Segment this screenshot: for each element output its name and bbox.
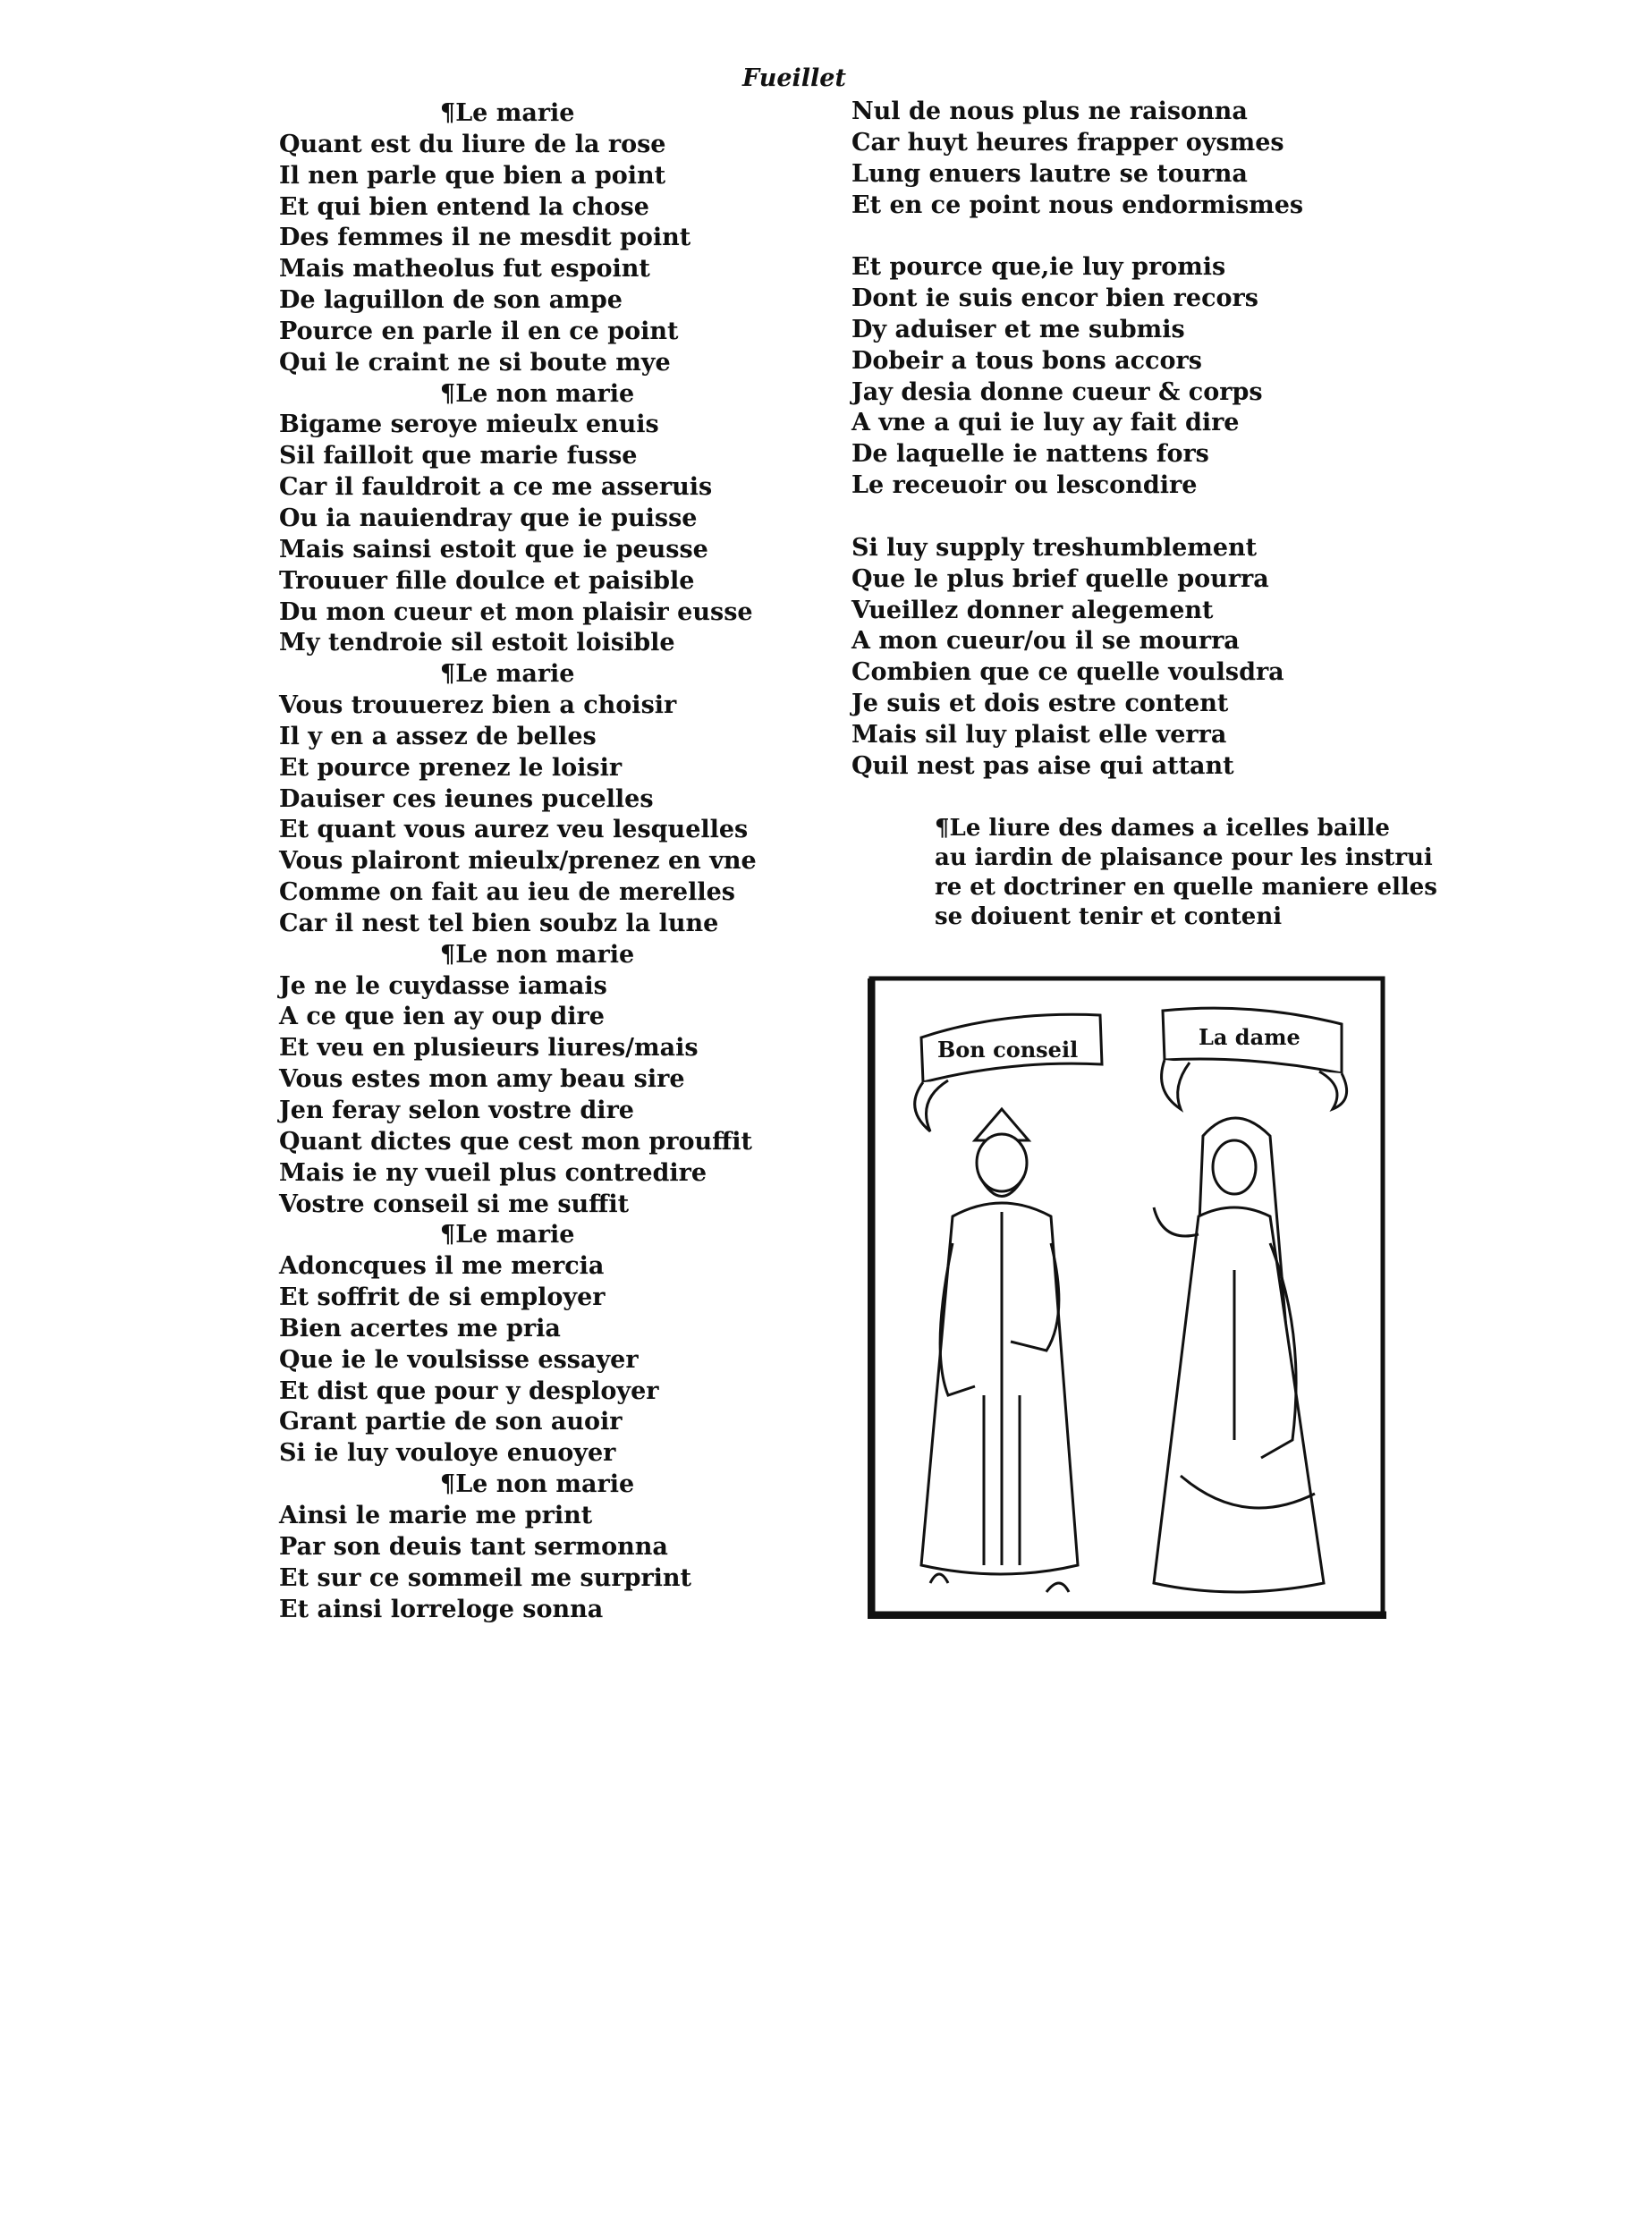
verse-line: Si ie luy vouloye enuoyer [279,1439,616,1468]
pilcrow-mark: ¶ [440,940,456,969]
verse-line: Mais matheolus fut espoint [279,255,650,284]
verse-line: Que le plus brief quelle pourra [851,564,1269,593]
verse-line: Et quant vous aurez veu lesquelles [279,816,749,844]
verse-line: Trouuer fille doulce et paisible [279,566,695,595]
verse-line: De laguillon de son ampe [279,286,623,315]
verse-line: Et sur ce sommeil me surprint [279,1563,692,1592]
speaker-label: Le marie [455,660,575,689]
verse-line: Et qui bien entend la chose [279,192,649,221]
verse-line: Vueillez donner alegement [851,596,1214,624]
verse-line: Je suis et dois estre content [851,690,1229,718]
verse-line: A vne a qui ie luy ay fait dire [851,409,1240,437]
verse-line: Bien acertes me pria [279,1314,561,1342]
verse-line: Je ne le cuydasse iamais [279,971,607,1000]
banner-right-text: La dame [1199,1024,1300,1050]
verse-line: Dobeir a tous bons accors [851,346,1202,375]
woodcut-illustration [868,975,1386,1619]
verse-line: Que ie le voulsisse essayer [279,1345,639,1374]
verse-line: Le receuoir ou lescondire [851,471,1198,500]
banner-left-text: Bon conseil [937,1037,1079,1063]
banner-right [1162,1008,1347,1109]
pilcrow-mark: ¶ [440,1470,456,1499]
verse-line: Car il fauldroit a ce me asseruis [279,473,713,502]
verse-line: Du mon cueur et mon plaisir eusse [279,597,753,626]
speaker-label: Le marie [455,1221,575,1249]
verse-line: Dy aduiser et me submis [851,315,1185,343]
verse-line: Si luy supply treshumblement [851,533,1258,562]
rubric-text: Le liure des dames a icelles baille [949,815,1390,842]
verse-line: Ainsi le marie me print [279,1501,593,1529]
pilcrow-mark: ¶ [440,379,456,408]
verse-line: Quant dictes que cest mon prouffit [279,1127,752,1156]
stanza [851,97,1424,221]
speaker-label: Le non marie [455,1470,635,1499]
verse-line: Vous trouuerez bien a choisir [279,691,677,720]
verse-line: Lung enuers lautre se tourna [851,159,1248,188]
running-header: Fueillet [742,64,846,92]
speaker-heading [279,379,780,411]
speaker-heading [279,98,780,130]
figure-bon-conseil [921,1109,1078,1592]
left-column [279,98,780,1625]
stanza [851,533,1424,783]
rubric-line [935,814,1436,843]
verse-line: Qui le craint ne si boute mye [279,348,671,377]
verse-line: Vostre conseil si me suffit [279,1190,630,1218]
speaker-heading [279,659,780,690]
rubric-line [935,843,1436,873]
verse-line: Et ainsi lorreloge sonna [279,1595,604,1623]
rubric-text: se doiuent tenir et conteni [935,903,1283,930]
verse-line: Bigame seroye mieulx enuis [279,411,659,439]
verse-line: Combien que ce quelle voulsdra [851,658,1284,687]
verse-line: Car il nest tel bien soubz la lune [279,909,719,937]
verse-line: Vous plairont mieulx/prenez en vne [279,847,757,876]
verse-line: Et pource que,ie luy promis [851,253,1226,282]
speaker-heading [279,1469,780,1501]
verse-line: Par son deuis tant sermonna [279,1532,668,1561]
rubric-line [935,873,1436,902]
verse-line: Il nen parle que bien a point [279,161,666,190]
speaker-label: Le marie [455,99,575,127]
rubric-text: re et doctriner en quelle maniere elles [935,874,1437,901]
verse-line: Des femmes il ne mesdit point [279,224,691,252]
right-column [851,97,1424,813]
rubric [935,814,1436,932]
verse-line: Adoncques il me mercia [279,1252,605,1281]
verse-line: Jay desia donne cueur & corps [851,377,1263,406]
pilcrow-mark: ¶ [440,660,456,689]
verse-line: Mais sainsi estoit que ie peusse [279,535,708,563]
verse-line: Nul de nous plus ne raisonna [851,97,1248,125]
speaker-label: Le non marie [455,940,635,969]
stanza [851,252,1424,502]
verse-line: Et soffrit de si employer [279,1283,606,1312]
verse-line: Il y en a assez de belles [279,722,597,750]
verse-line: Jen feray selon vostre dire [279,1097,634,1124]
speaker-heading [279,1220,780,1251]
verse-line: Vous estes mon amy beau sire [279,1065,685,1094]
speaker-label: Le non marie [455,379,635,408]
verse-line: Grant partie de son auoir [279,1408,623,1436]
figure-la-dame [1154,1118,1324,1592]
verse-line: Et veu en plusieurs liures/mais [279,1034,699,1063]
rubric-line [935,902,1436,932]
pilcrow-mark: ¶ [440,99,456,127]
verse-line: My tendroie sil estoit loisible [279,629,675,657]
verse-line: Quil nest pas aise qui attant [851,751,1234,780]
verse-line: Pource en parle il en ce point [279,317,679,345]
banner-left [915,1014,1102,1131]
verse-line: Sil failloit que marie fusse [279,442,638,470]
verse-line: Dont ie suis encor bien recors [851,284,1258,313]
verse-line: A ce que ien ay oup dire [279,1003,605,1031]
verse-line: Et pource prenez le loisir [279,753,623,782]
verse-line: Comme on fait au ieu de merelles [279,878,735,907]
verse-line: A mon cueur/ou il se mourra [851,627,1240,656]
verse-line: Et en ce point nous endormismes [851,191,1304,219]
rubric-text: au iardin de plaisance pour les instrui [935,844,1433,871]
verse-line: Car huyt heures frapper oysmes [851,128,1284,157]
verse-line: Mais sil luy plaist elle verra [851,720,1227,749]
verse-line: Dauiser ces ieunes pucelles [279,784,654,813]
verse-line: Quant est du liure de la rose [279,130,666,158]
verse-line: Mais ie ny vueil plus contredire [279,1158,707,1187]
pilcrow-mark: ¶ [440,1221,456,1249]
verse-line: De laquelle ie nattens fors [851,440,1209,469]
speaker-heading [279,940,780,971]
verse-line: Et dist que pour y desployer [279,1376,659,1405]
pilcrow-mark: ¶ [935,815,950,842]
verse-line: Ou ia nauiendray que ie puisse [279,504,698,532]
